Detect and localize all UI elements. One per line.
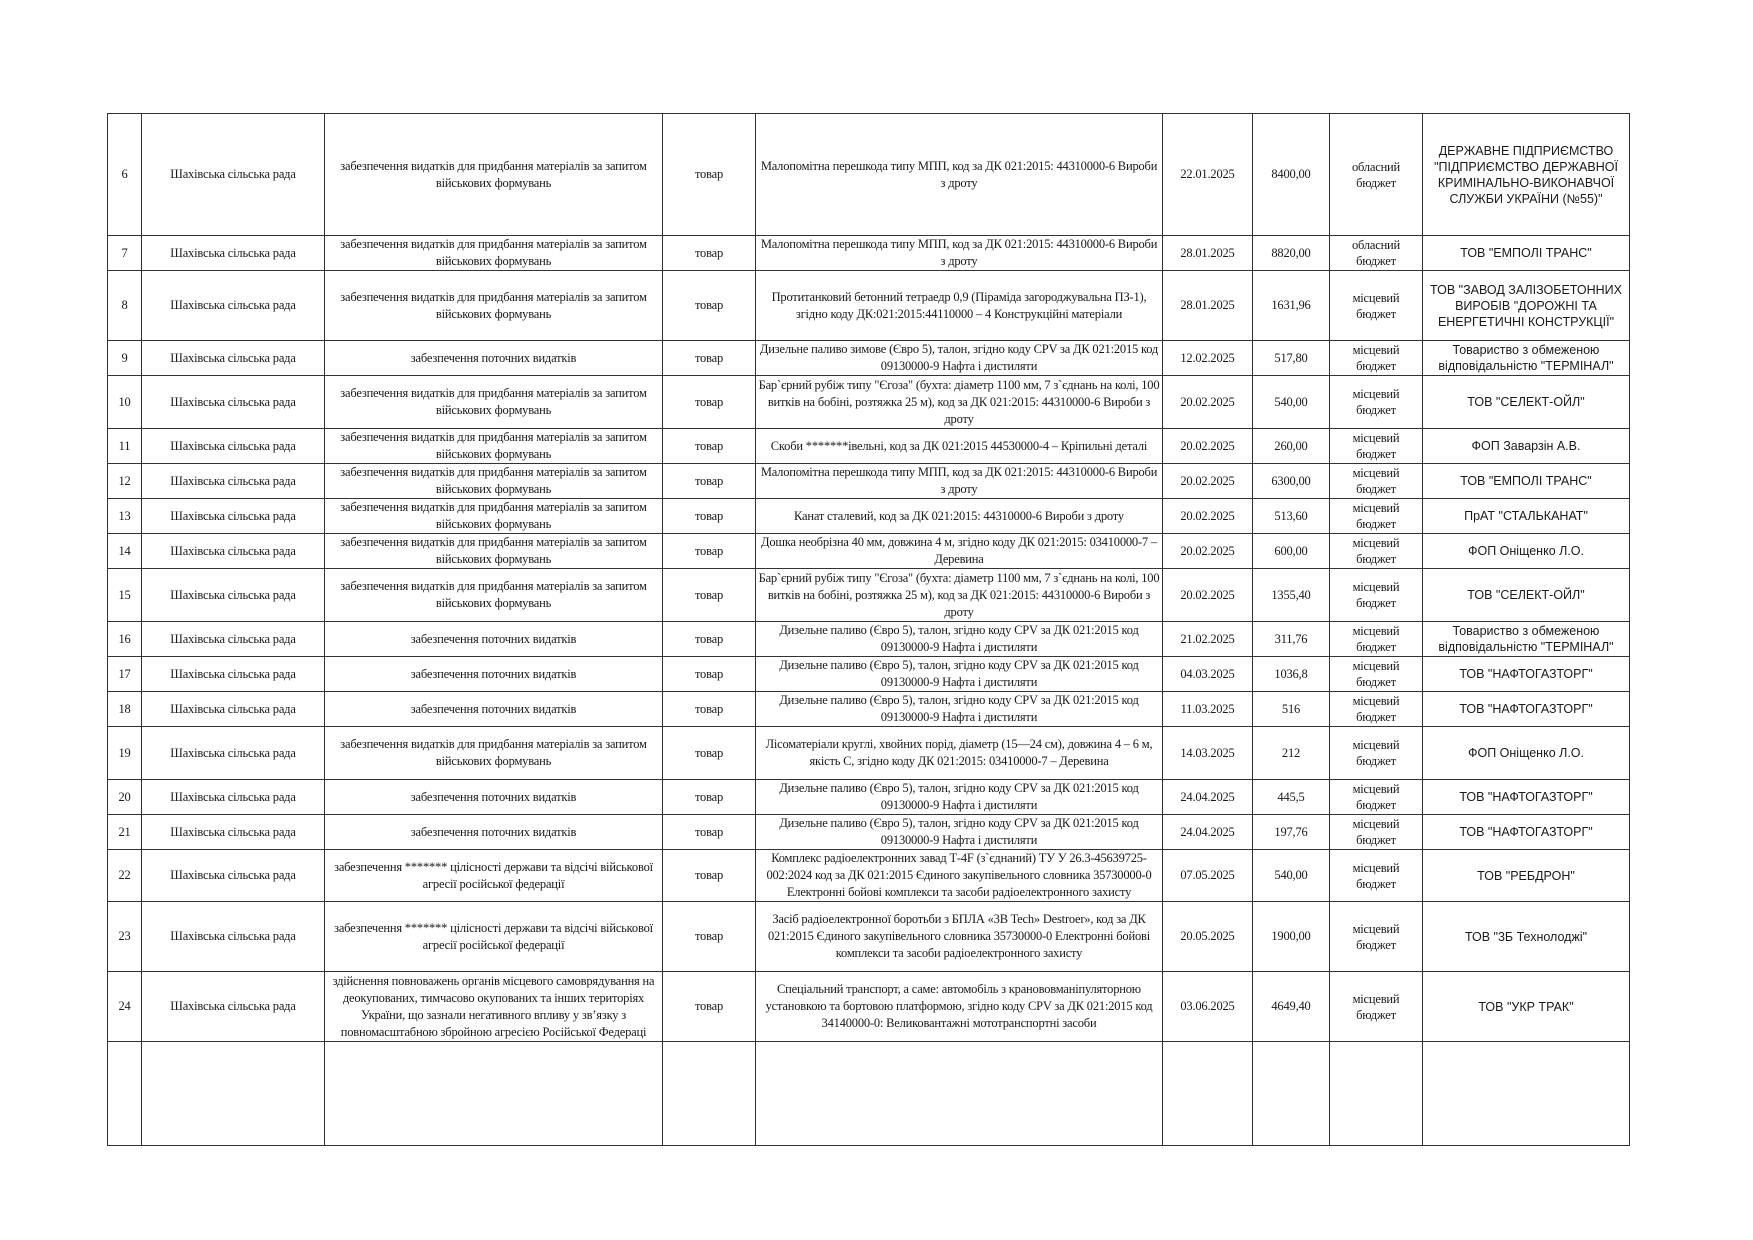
budget-cell: місцевий бюджет [1330,727,1423,780]
description-cell: Лісоматеріали круглі, хвойних порід, діаметр (15—24 см), довжина 4 – 6 м, якість С, згідно коду ДК 021:2015: 03410000-7 – Деревина [756,727,1163,780]
amount-cell: 517,80 [1253,341,1330,376]
supplier-cell: Товариство з обмеженою відповідальністю "ТЕРМІНАЛ" [1423,622,1630,657]
type-cell [663,1042,756,1146]
supplier-cell: ТОВ "НАФТОГАЗТОРГ" [1423,657,1630,692]
organization-cell: Шахівська сільська рада [142,692,325,727]
date-cell: 22.01.2025 [1163,114,1253,236]
description-cell: Дизельне паливо (Євро 5), талон, згідно коду CPV за ДК 021:2015 код 09130000-9 Нафта і дистиляти [756,692,1163,727]
type-cell: товар [663,499,756,534]
purpose-cell: забезпечення видатків для придбання матеріалів за запитом військових формувань [325,464,663,499]
purpose-cell: забезпечення ******* цілісності держави та відсічі військової агресії російської федерації [325,902,663,972]
amount-cell: 311,76 [1253,622,1330,657]
amount-cell: 513,60 [1253,499,1330,534]
amount-cell: 540,00 [1253,376,1330,429]
supplier-cell: ТОВ "НАФТОГАЗТОРГ" [1423,692,1630,727]
table-row [108,902,1630,972]
organization-cell [142,1042,325,1146]
amount-cell: 445,5 [1253,780,1330,815]
table-row [108,271,1630,341]
table-row [108,657,1630,692]
table-row [108,692,1630,727]
description-cell: Дизельне паливо (Євро 5), талон, згідно коду CPV за ДК 021:2015 код 09130000-9 Нафта і дистиляти [756,815,1163,850]
organization-cell: Шахівська сільська рада [142,534,325,569]
type-cell: товар [663,727,756,780]
description-cell: Дизельне паливо зимове (Євро 5), талон, згідно коду CPV за ДК 021:2015 код 09130000-9 Нафта і дистиляти [756,341,1163,376]
date-cell: 04.03.2025 [1163,657,1253,692]
type-cell: товар [663,815,756,850]
row-number: 24 [108,972,142,1042]
date-cell: 28.01.2025 [1163,271,1253,341]
organization-cell: Шахівська сільська рада [142,815,325,850]
amount-cell: 197,76 [1253,815,1330,850]
supplier-cell: ТОВ "НАФТОГАЗТОРГ" [1423,780,1630,815]
budget-cell: місцевий бюджет [1330,622,1423,657]
type-cell: товар [663,429,756,464]
row-number: 15 [108,569,142,622]
purpose-cell: забезпечення поточних видатків [325,692,663,727]
date-cell: 24.04.2025 [1163,815,1253,850]
type-cell: товар [663,902,756,972]
date-cell: 14.03.2025 [1163,727,1253,780]
supplier-cell: ТОВ "ЕМПОЛІ ТРАНС" [1423,464,1630,499]
budget-cell: місцевий бюджет [1330,464,1423,499]
budget-cell: місцевий бюджет [1330,429,1423,464]
organization-cell: Шахівська сільська рада [142,114,325,236]
description-cell: Дизельне паливо (Євро 5), талон, згідно коду CPV за ДК 021:2015 код 09130000-9 Нафта і дистиляти [756,780,1163,815]
row-number: 14 [108,534,142,569]
date-cell: 20.05.2025 [1163,902,1253,972]
date-cell: 20.02.2025 [1163,464,1253,499]
supplier-cell: ПрАТ "СТАЛЬКАНАТ" [1423,499,1630,534]
description-cell: Малопомітна перешкода типу МПП, код за ДК 021:2015: 44310000-6 Вироби з дроту [756,236,1163,271]
table-row [108,1042,1630,1146]
budget-cell: місцевий бюджет [1330,692,1423,727]
organization-cell: Шахівська сільська рада [142,727,325,780]
date-cell: 24.04.2025 [1163,780,1253,815]
supplier-cell: ТОВ "СЕЛЕКТ-ОЙЛ" [1423,569,1630,622]
budget-cell: місцевий бюджет [1330,341,1423,376]
amount-cell: 6300,00 [1253,464,1330,499]
purpose-cell: забезпечення видатків для придбання матеріалів за запитом військових формувань [325,376,663,429]
description-cell: Бар`єрний рубіж типу "Єгоза" (бухта: діаметр 1100 мм, 7 з`єднань на колі, 100 витків на бобіні, розтяжка 25 м), код за ДК 021:2015: 44310000-6 Вироби з дроту [756,569,1163,622]
supplier-cell: Товариство з обмеженою відповідальністю "ТЕРМІНАЛ" [1423,341,1630,376]
row-number: 6 [108,114,142,236]
amount-cell: 600,00 [1253,534,1330,569]
purpose-cell: забезпечення поточних видатків [325,815,663,850]
table-row [108,464,1630,499]
budget-cell [1330,1042,1423,1146]
organization-cell: Шахівська сільська рада [142,271,325,341]
date-cell: 03.06.2025 [1163,972,1253,1042]
date-cell: 12.02.2025 [1163,341,1253,376]
budget-cell: місцевий бюджет [1330,850,1423,902]
budget-cell: місцевий бюджет [1330,569,1423,622]
organization-cell: Шахівська сільська рада [142,236,325,271]
description-cell: Дизельне паливо (Євро 5), талон, згідно коду CPV за ДК 021:2015 код 09130000-9 Нафта і дистиляти [756,622,1163,657]
row-number: 19 [108,727,142,780]
type-cell: товар [663,376,756,429]
date-cell: 20.02.2025 [1163,569,1253,622]
supplier-cell: ТОВ "СЕЛЕКТ-ОЙЛ" [1423,376,1630,429]
row-number: 20 [108,780,142,815]
organization-cell: Шахівська сільська рада [142,902,325,972]
description-cell: Дошка необрізна 40 мм, довжина 4 м, згідно коду ДК 021:2015: 03410000-7 – Деревина [756,534,1163,569]
purpose-cell: забезпечення видатків для придбання матеріалів за запитом військових формувань [325,114,663,236]
type-cell: товар [663,850,756,902]
date-cell: 20.02.2025 [1163,376,1253,429]
budget-cell: місцевий бюджет [1330,780,1423,815]
purpose-cell: забезпечення видатків для придбання матеріалів за запитом військових формувань [325,271,663,341]
table-row [108,499,1630,534]
date-cell: 21.02.2025 [1163,622,1253,657]
amount-cell: 8400,00 [1253,114,1330,236]
supplier-cell: ФОП Оніщенко Л.О. [1423,534,1630,569]
supplier-cell: ДЕРЖАВНЕ ПІДПРИЄМСТВО "ПІДПРИЄМСТВО ДЕРЖАВНОЇ КРИМІНАЛЬНО-ВИКОНАВЧОЇ СЛУЖБИ УКРАЇНИ (№55)" [1423,114,1630,236]
description-cell: Комплекс радіоелектронних завад Т-4F (з`єднаний) ТУ У 26.3-45639725-002:2024 код за ДК 021:2015 Єдиного закупівельного словника 35730000-0 Електронні бойові комплекси та засоби радіоелектронного захисту [756,850,1163,902]
amount-cell: 1036,8 [1253,657,1330,692]
organization-cell: Шахівська сільська рада [142,657,325,692]
type-cell: товар [663,622,756,657]
row-number: 8 [108,271,142,341]
budget-cell: обласний бюджет [1330,236,1423,271]
organization-cell: Шахівська сільська рада [142,464,325,499]
table-row [108,622,1630,657]
purpose-cell: забезпечення поточних видатків [325,657,663,692]
description-cell: Малопомітна перешкода типу МПП, код за ДК 021:2015: 44310000-6 Вироби з дроту [756,464,1163,499]
budget-cell: місцевий бюджет [1330,972,1423,1042]
organization-cell: Шахівська сільська рада [142,780,325,815]
date-cell: 20.02.2025 [1163,499,1253,534]
table-row [108,815,1630,850]
purpose-cell: забезпечення поточних видатків [325,341,663,376]
table-row [108,780,1630,815]
purpose-cell: забезпечення видатків для придбання матеріалів за запитом військових формувань [325,534,663,569]
table-row [108,727,1630,780]
description-cell: Скоби *******івельні, код за ДК 021:2015 44530000-4 – Кріпильні деталі [756,429,1163,464]
purpose-cell: забезпечення видатків для придбання матеріалів за запитом військових формувань [325,499,663,534]
description-cell: Дизельне паливо (Євро 5), талон, згідно коду CPV за ДК 021:2015 код 09130000-9 Нафта і дистиляти [756,657,1163,692]
purpose-cell [325,1042,663,1146]
supplier-cell: ТОВ "НАФТОГАЗТОРГ" [1423,815,1630,850]
row-number: 23 [108,902,142,972]
type-cell: товар [663,464,756,499]
date-cell: 11.03.2025 [1163,692,1253,727]
budget-cell: місцевий бюджет [1330,902,1423,972]
purpose-cell: забезпечення поточних видатків [325,780,663,815]
amount-cell [1253,1042,1330,1146]
budget-cell: місцевий бюджет [1330,534,1423,569]
row-number: 17 [108,657,142,692]
type-cell: товар [663,271,756,341]
description-cell: Канат сталевий, код за ДК 021:2015: 44310000-6 Вироби з дроту [756,499,1163,534]
supplier-cell: ТОВ "РЕБДРОН" [1423,850,1630,902]
type-cell: товар [663,692,756,727]
amount-cell: 212 [1253,727,1330,780]
type-cell: товар [663,236,756,271]
table-row [108,341,1630,376]
date-cell: 07.05.2025 [1163,850,1253,902]
supplier-cell [1423,1042,1630,1146]
amount-cell: 1355,40 [1253,569,1330,622]
description-cell: Протитанковий бетонний тетраедр 0,9 (Піраміда загороджувальна ПЗ-1), згідно коду ДК:021:2015:44110000 – 4 Конструкційні матеріали [756,271,1163,341]
purpose-cell: забезпечення поточних видатків [325,622,663,657]
row-number: 21 [108,815,142,850]
type-cell: товар [663,341,756,376]
budget-cell: місцевий бюджет [1330,376,1423,429]
organization-cell: Шахівська сільська рада [142,569,325,622]
supplier-cell: ФОП Оніщенко Л.О. [1423,727,1630,780]
procurement-table [107,113,1630,1146]
date-cell [1163,1042,1253,1146]
row-number: 7 [108,236,142,271]
row-number: 16 [108,622,142,657]
purpose-cell: здійснення повноважень органів місцевого самоврядування на деокупованих, тимчасово окупованих та інших територіях України, що зазнали негативного впливу у зв’язку з повномасштабною збройною агресією Російської Федераці [325,972,663,1042]
purpose-cell: забезпечення видатків для придбання матеріалів за запитом військових формувань [325,569,663,622]
table-row [108,972,1630,1042]
description-cell: Спеціальний транспорт, а саме: автомобіль з кранововманіпуляторною установкою та бортовою платформою, згідно коду CPV за ДК 021:2015 код 34140000-0: Великовантажні мототранспортні засоби [756,972,1163,1042]
organization-cell: Шахівська сільська рада [142,972,325,1042]
date-cell: 20.02.2025 [1163,429,1253,464]
budget-cell: обласний бюджет [1330,114,1423,236]
budget-cell: місцевий бюджет [1330,815,1423,850]
purpose-cell: забезпечення ******* цілісності держави та відсічі військової агресії російської федерації [325,850,663,902]
type-cell: товар [663,114,756,236]
date-cell: 20.02.2025 [1163,534,1253,569]
budget-cell: місцевий бюджет [1330,271,1423,341]
row-number: 9 [108,341,142,376]
amount-cell: 1900,00 [1253,902,1330,972]
description-cell [756,1042,1163,1146]
date-cell: 28.01.2025 [1163,236,1253,271]
amount-cell: 516 [1253,692,1330,727]
amount-cell: 8820,00 [1253,236,1330,271]
type-cell: товар [663,569,756,622]
organization-cell: Шахівська сільська рада [142,850,325,902]
table-row [108,376,1630,429]
table-row [108,850,1630,902]
purpose-cell: забезпечення видатків для придбання матеріалів за запитом військових формувань [325,429,663,464]
table-row [108,114,1630,236]
type-cell: товар [663,534,756,569]
row-number: 13 [108,499,142,534]
row-number: 18 [108,692,142,727]
description-cell: Малопомітна перешкода типу МПП, код за ДК 021:2015: 44310000-6 Вироби з дроту [756,114,1163,236]
amount-cell: 260,00 [1253,429,1330,464]
supplier-cell: ТОВ "ЕМПОЛІ ТРАНС" [1423,236,1630,271]
amount-cell: 4649,40 [1253,972,1330,1042]
purpose-cell: забезпечення видатків для придбання матеріалів за запитом військових формувань [325,727,663,780]
budget-cell: місцевий бюджет [1330,657,1423,692]
row-number [108,1042,142,1146]
organization-cell: Шахівська сільська рада [142,376,325,429]
table-row [108,569,1630,622]
purpose-cell: забезпечення видатків для придбання матеріалів за запитом військових формувань [325,236,663,271]
table-row [108,534,1630,569]
type-cell: товар [663,780,756,815]
supplier-cell: ТОВ "УКР ТРАК" [1423,972,1630,1042]
type-cell: товар [663,657,756,692]
type-cell: товар [663,972,756,1042]
description-cell: Бар`єрний рубіж типу "Єгоза" (бухта: діаметр 1100 мм, 7 з`єднань на колі, 100 витків на бобіні, розтяжка 25 м), код за ДК 021:2015: 44310000-6 Вироби з дроту [756,376,1163,429]
row-number: 22 [108,850,142,902]
budget-cell: місцевий бюджет [1330,499,1423,534]
row-number: 10 [108,376,142,429]
description-cell: Засіб радіоелектронної боротьби з БПЛА «3B Tech» Destroer», код за ДК 021:2015 Єдиного закупівельного словника 35730000-0 Електронні бойові комплекси та засоби радіоелектронного захисту [756,902,1163,972]
amount-cell: 1631,96 [1253,271,1330,341]
supplier-cell: ТОВ "ЗАВОД ЗАЛІЗОБЕТОННИХ ВИРОБІВ "ДОРОЖНІ ТА ЕНЕРГЕТИЧНІ КОНСТРУКЦІЇ" [1423,271,1630,341]
supplier-cell: ТОВ "3Б Технолоджі" [1423,902,1630,972]
organization-cell: Шахівська сільська рада [142,622,325,657]
organization-cell: Шахівська сільська рада [142,499,325,534]
organization-cell: Шахівська сільська рада [142,429,325,464]
row-number: 11 [108,429,142,464]
organization-cell: Шахівська сільська рада [142,341,325,376]
table-row [108,429,1630,464]
supplier-cell: ФОП Заварзін А.В. [1423,429,1630,464]
row-number: 12 [108,464,142,499]
amount-cell: 540,00 [1253,850,1330,902]
table-row [108,236,1630,271]
